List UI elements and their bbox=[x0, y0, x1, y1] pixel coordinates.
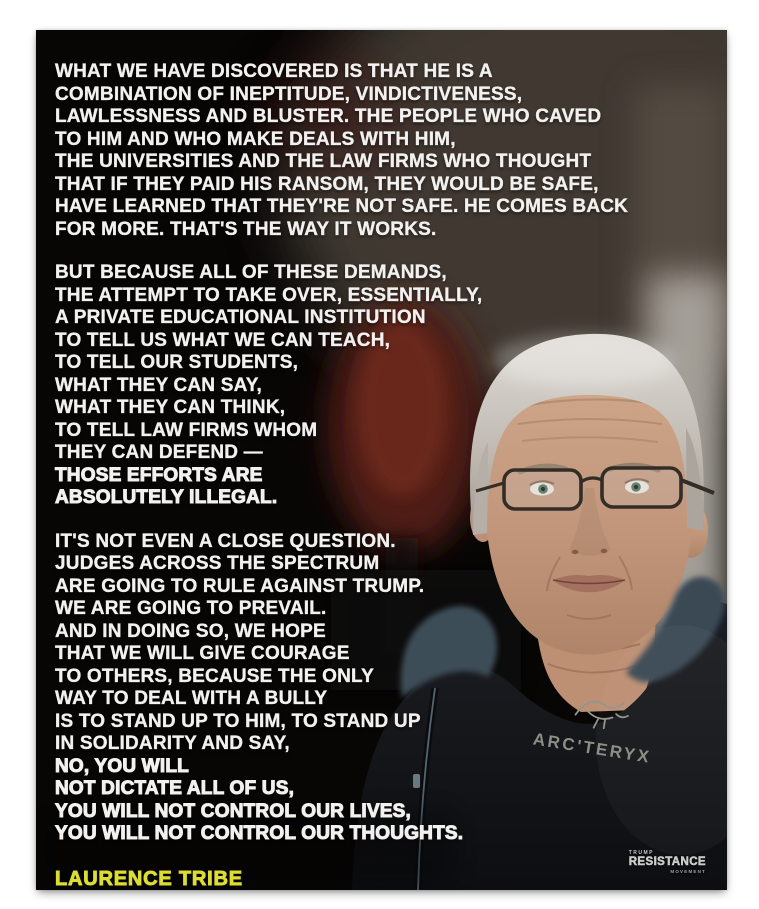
quote-line: THE UNIVERSITIES AND THE LAW FIRMS WHO THOUGHT bbox=[55, 151, 592, 172]
quote-paragraph bbox=[55, 262, 628, 510]
watermark-top: TRUMP bbox=[628, 850, 654, 856]
quote-line: WAY TO DEAL WITH A BULLY bbox=[55, 688, 328, 709]
quote-line: FOR MORE. THAT'S THE WAY IT WORKS. bbox=[55, 218, 437, 240]
quote-line: THE ATTEMPT TO TAKE OVER, ESSENTIALLY, bbox=[55, 284, 483, 306]
quote-line: WHAT WE HAVE DISCOVERED IS THAT HE IS A bbox=[55, 61, 493, 82]
quote-line: TO TELL US WHAT WE CAN TEACH, bbox=[55, 329, 391, 351]
watermark-main: RESISTANCE bbox=[628, 856, 706, 868]
resistance-watermark bbox=[629, 851, 706, 874]
quote-paragraphs bbox=[55, 61, 628, 846]
quote-line: THEY CAN DEFEND — bbox=[55, 442, 263, 463]
quote-line: TO TELL OUR STUDENTS, bbox=[55, 352, 299, 373]
quote-line: BUT BECAUSE ALL OF THESE DEMANDS, bbox=[55, 262, 447, 283]
quote-line: TO HIM AND WHO MAKE DEALS WITH HIM, bbox=[55, 128, 456, 150]
quote-line: JUDGES ACROSS THE SPECTRUM bbox=[55, 553, 380, 574]
quote-line: YOU WILL NOT CONTROL OUR THOUGHTS. bbox=[55, 823, 464, 844]
quote-block bbox=[55, 61, 628, 890]
watermark-bottom: MOVEMENT bbox=[670, 868, 706, 874]
quote-line: WHAT THEY CAN SAY, bbox=[55, 374, 262, 396]
quote-card bbox=[36, 30, 727, 890]
quote-paragraph bbox=[55, 531, 628, 846]
quote-line: WE ARE GOING TO PREVAIL. bbox=[55, 598, 327, 619]
quote-line: HAVE LEARNED THAT THEY'RE NOT SAFE. HE COMES BACK bbox=[55, 196, 629, 217]
quote-line: ABSOLUTELY ILLEGAL. bbox=[55, 487, 278, 508]
arcteryx-wordmark: ARC'TERYX bbox=[531, 729, 653, 767]
quote-line: TO TELL LAW FIRMS WHOM bbox=[55, 419, 318, 441]
quote-line: COMBINATION OF INEPTITUDE, VINDICTIVENESS, bbox=[55, 83, 523, 105]
quote-line: TO OTHERS, BECAUSE THE ONLY bbox=[55, 665, 374, 687]
quote-line: THAT IF THEY PAID HIS RANSOM, THEY WOULD BE SAFE, bbox=[55, 173, 599, 195]
quote-line: IS TO STAND UP TO HIM, TO STAND UP bbox=[55, 710, 421, 732]
quote-paragraph bbox=[55, 61, 628, 241]
attribution: LAURENCE TRIBE bbox=[55, 867, 243, 890]
quote-line: NO, YOU WILL bbox=[55, 755, 189, 777]
quote-line: IT'S NOT EVEN A CLOSE QUESTION. bbox=[55, 530, 396, 552]
quote-line: LAWLESSNESS AND BLUSTER. THE PEOPLE WHO CAVED bbox=[55, 106, 602, 127]
quote-line: YOU WILL NOT CONTROL OUR LIVES, bbox=[55, 800, 411, 822]
quote-line: ARE GOING TO RULE AGAINST TRUMP. bbox=[55, 575, 425, 597]
quote-line: NOT DICTATE ALL OF US, bbox=[55, 778, 295, 799]
quote-line: THAT WE WILL GIVE COURAGE bbox=[55, 643, 350, 664]
quote-line: AND IN DOING SO, WE HOPE bbox=[55, 620, 326, 642]
quote-line: THOSE EFFORTS ARE bbox=[55, 464, 263, 486]
quote-line: IN SOLIDARITY AND SAY, bbox=[55, 733, 290, 754]
quote-line: WHAT THEY CAN THINK, bbox=[55, 397, 286, 418]
quote-line: A PRIVATE EDUCATIONAL INSTITUTION bbox=[55, 307, 426, 328]
